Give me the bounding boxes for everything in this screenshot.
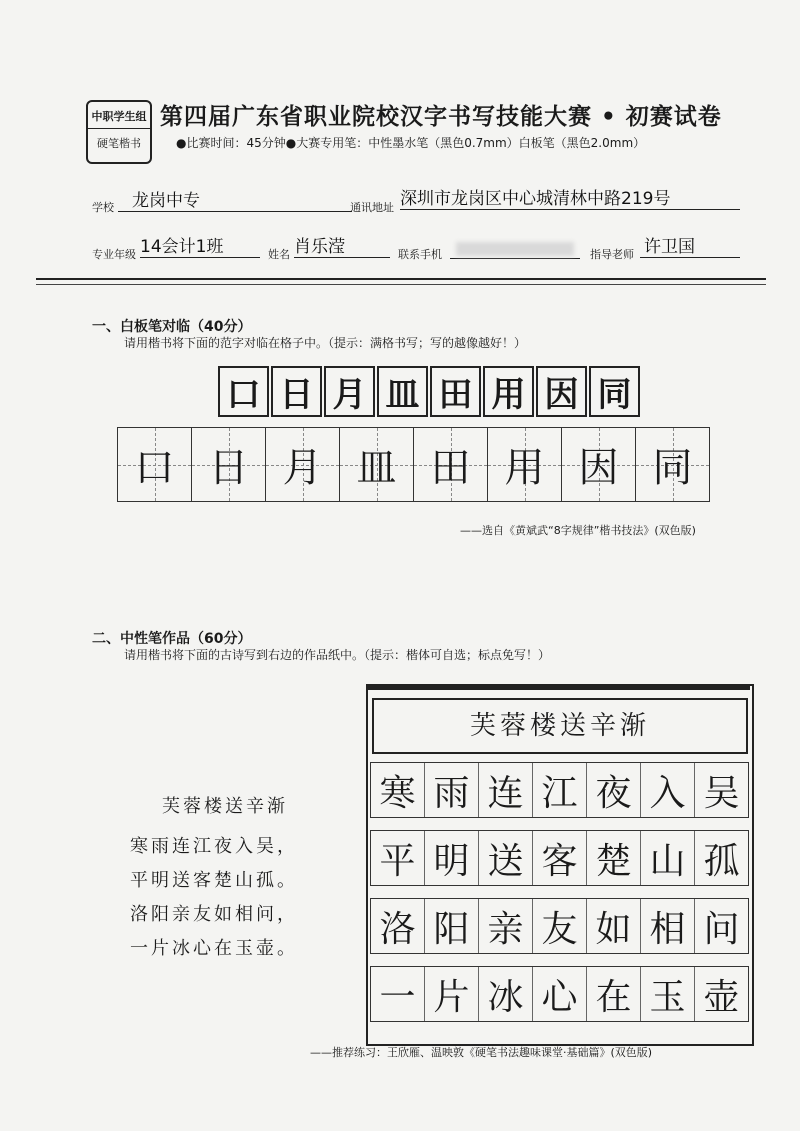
recommended-practice: ——推荐练习：王欣雁、温映敦《硬笔书法趣味课堂·基础篇》(双色版) xyxy=(310,1046,653,1059)
work-title: 芙蓉楼送辛渐 xyxy=(372,698,748,754)
written-char: 口 xyxy=(134,445,175,491)
address-label: 通讯地址 xyxy=(350,201,394,214)
work-cell[interactable]: 客 xyxy=(533,831,587,885)
model-char: 口 xyxy=(218,366,269,417)
page-title: 第四届广东省职业院校汉字书写技能大赛 • 初赛试卷 xyxy=(160,104,722,130)
poem-title: 芙蓉楼送辛渐 xyxy=(162,796,288,817)
phone-label: 联系手机 xyxy=(398,248,442,261)
poem-line: 洛阳亲友如相问， xyxy=(130,904,298,925)
written-char: 同 xyxy=(652,445,693,491)
model-char: 皿 xyxy=(377,366,428,417)
work-cell[interactable]: 雨 xyxy=(425,763,479,817)
practice-cell[interactable] xyxy=(414,428,488,501)
work-cell[interactable]: 入 xyxy=(641,763,695,817)
practice-cell[interactable] xyxy=(340,428,414,501)
written-char: 皿 xyxy=(356,445,397,491)
work-cell[interactable]: 壶 xyxy=(703,976,740,1018)
work-row xyxy=(370,966,749,1022)
written-char: 日 xyxy=(208,445,249,491)
header-divider-thin xyxy=(36,284,766,285)
section2-instruction: 请用楷书将下面的古诗写到右边的作品纸中。（提示：楷体可自选；标点免写！） xyxy=(124,648,551,662)
work-cell[interactable]: 连 xyxy=(479,763,533,817)
work-cell[interactable]: 亲 xyxy=(479,899,533,953)
model-char: 因 xyxy=(536,366,587,417)
phone-field[interactable] xyxy=(450,240,580,259)
work-cell[interactable]: 问 xyxy=(703,908,740,950)
work-cell[interactable]: 友 xyxy=(533,899,587,953)
badge-top-label: 中职学生组 xyxy=(88,102,150,129)
written-char: 月 xyxy=(282,445,323,491)
model-char: 用 xyxy=(483,366,534,417)
badge-bottom-label: 硬笔楷书 xyxy=(97,137,141,150)
work-cell[interactable]: 孤 xyxy=(703,840,740,882)
work-cell[interactable]: 玉 xyxy=(641,967,695,1021)
major-label: 专业年级 xyxy=(92,248,136,261)
work-cell[interactable]: 相 xyxy=(641,899,695,953)
poem-text xyxy=(130,790,298,966)
name-label: 姓名 xyxy=(268,248,290,261)
practice-cell[interactable] xyxy=(118,428,192,501)
work-row xyxy=(370,898,749,954)
written-char: 田 xyxy=(430,445,471,491)
work-cell[interactable]: 夜 xyxy=(587,763,641,817)
model-char: 同 xyxy=(589,366,640,417)
practice-cell[interactable] xyxy=(488,428,562,501)
section1-source: ——选自《黄斌武“8字规律”楷书技法》(双色版) xyxy=(460,524,696,537)
section1-instruction: 请用楷书将下面的范字对临在格子中。（提示：满格书写；写的越像越好！） xyxy=(124,336,527,350)
work-cell[interactable]: 寒 xyxy=(371,763,425,817)
major-field[interactable]: 14会计1班 xyxy=(140,232,260,258)
teacher-label: 指导老师 xyxy=(590,248,634,261)
work-paper-top-border xyxy=(366,684,750,690)
work-cell[interactable]: 明 xyxy=(425,831,479,885)
written-char: 用 xyxy=(504,445,545,491)
school-field[interactable]: 龙岗中专 xyxy=(118,186,352,212)
poem-line: 寒雨连江夜入吴， xyxy=(130,836,298,857)
work-cell[interactable]: 山 xyxy=(641,831,695,885)
work-cell[interactable]: 片 xyxy=(425,967,479,1021)
work-cell[interactable]: 送 xyxy=(479,831,533,885)
address-field[interactable]: 深圳市龙岗区中心城清林中路219号 xyxy=(400,184,740,210)
model-char: 日 xyxy=(271,366,322,417)
work-cell[interactable]: 在 xyxy=(587,967,641,1021)
section1-heading: 一、白板笔对临（40分） xyxy=(92,319,252,335)
work-row xyxy=(370,762,749,818)
name-field[interactable]: 肖乐滢 xyxy=(294,232,390,258)
written-char: 因 xyxy=(578,445,619,491)
school-label: 学校 xyxy=(92,201,114,214)
poem-line: 平明送客楚山孤。 xyxy=(130,870,298,891)
section2-heading: 二、中性笔作品（60分） xyxy=(92,631,252,647)
model-char: 田 xyxy=(430,366,481,417)
work-cell[interactable]: 阳 xyxy=(425,899,479,953)
work-cell[interactable]: 一 xyxy=(371,967,425,1021)
work-cell[interactable]: 洛 xyxy=(371,899,425,953)
practice-cell[interactable] xyxy=(636,428,709,501)
model-characters xyxy=(218,366,642,417)
work-cell[interactable]: 楚 xyxy=(587,831,641,885)
practice-cell[interactable] xyxy=(266,428,340,501)
work-cell[interactable]: 平 xyxy=(371,831,425,885)
phone-redaction xyxy=(456,242,574,256)
practice-cell[interactable] xyxy=(192,428,266,501)
work-cell[interactable]: 如 xyxy=(587,899,641,953)
poem-line: 一片冰心在玉壶。 xyxy=(130,938,298,959)
practice-grid xyxy=(117,427,710,502)
work-row xyxy=(370,830,749,886)
work-cell[interactable]: 吴 xyxy=(703,772,740,814)
category-badge xyxy=(86,100,152,164)
work-cell[interactable]: 江 xyxy=(533,763,587,817)
exam-subtitle: ●比赛时间：45分钟●大赛专用笔：中性墨水笔（黑色0.7mm）白板笔（黑色2.0mm） xyxy=(176,136,646,150)
model-char: 月 xyxy=(324,366,375,417)
header-divider xyxy=(36,278,766,280)
teacher-field[interactable]: 许卫国 xyxy=(640,232,740,258)
work-cell[interactable]: 冰 xyxy=(479,967,533,1021)
work-cell[interactable]: 心 xyxy=(533,967,587,1021)
practice-cell[interactable] xyxy=(562,428,636,501)
